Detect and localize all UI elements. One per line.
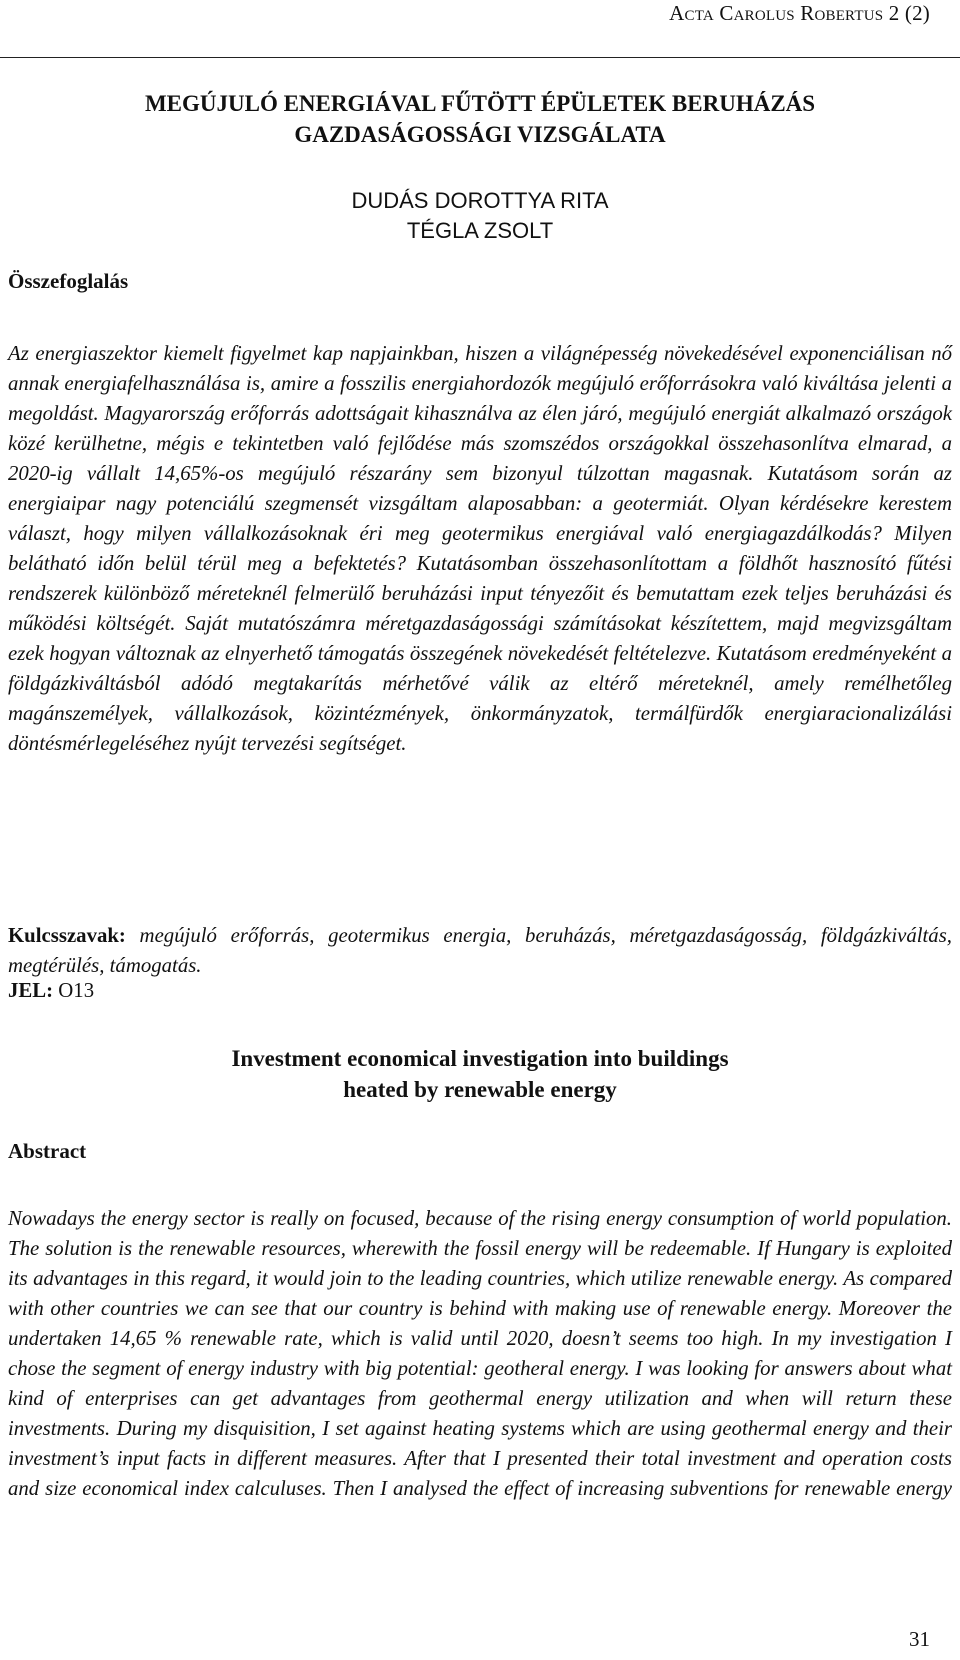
page-number: 31 [909, 1627, 930, 1651]
keywords [8, 921, 952, 981]
paper-title-english [60, 1043, 900, 1105]
paper-title-hungarian [60, 88, 900, 150]
jel-classification [8, 976, 94, 1006]
author-name: TÉGLA ZSOLT [406, 218, 554, 243]
title-en-line-2: heated by renewable energy [343, 1077, 617, 1102]
abstract-heading: Abstract [8, 1139, 87, 1163]
summary-text: Az energiaszektor kiemelt figyelmet kap napjainkban, hiszen a világnépesség növekedésével exponenciálisan nő annak energiafelhasználása is, amire a fosszilis energiahordozók megújuló erőforrásokra való kiváltása jelenti a megoldást. Magyarország erőforrás adottságait kihasználva az élen járó, megújuló energiát alkalmazó országok közé kerülhetne, mégis e tekintetben való fejlődése más szomszédos országokkal összehasonlítva elmarad, a 2020-ig vállalt 14,65%-os megújuló részarány sem bizonyul túlzottan magasnak. Kutatásom során az energiaipar nagy potenciálú szegmensét vizsgáltam alaposabban: a geotermiát. Olyan kérdésekre kerestem választ, hogy milyen vállalkozásoknak éri meg geotermikus energiával való energiagazdálkodás? Milyen belátható időn belül térül meg a befektetés? Kutatásomban összehasonlítottam a földhőt hasznosító fűtési rendszerek különböző méreteknél felmerülő beruházási input tényezőit és bemutattam ezek teljes beruházási és működési költségét. Saját mutatószámra méretgazdaságossági számításokat készítettem, majd megvizsgáltam ezek hogyan változnak az elnyerhető támogatás összegének növekedését feltételezve. Kutatásom eredményeként a földgázkiváltásból adódó megtakarítás mérhetővé válik az eltérő méreteknél, amely remélhetőleg magánszemélyek, vállalkozások, közintézmények, önkormányzatok, termálfürdők energiaracionalizálási döntésmérlegeléséhez nyújt tervezési segítséget. [8, 342, 952, 755]
jel-code: O13 [58, 979, 95, 1002]
running-head: Acta Carolus Robertus 2 (2) [669, 1, 930, 25]
abstract-text: Nowadays the energy sector is really on focused, because of the rising energy consumption of world population. The solution is the renewable resources, wherewith the fossil energy will be redeemable. If Hungary is exploited its advantages in this regard, it would join to the leading countries, which utilize renewable energy. As compared with other countries we can see that our country is behind with making use of renewable energy. Moreover the undertaken 14,65 % renewable rate, which is valid until 2020, doesn’t seems too high. In my investigation I chose the segment of energy industry with big potential: geotheral energy. I was looking for answers about what kind of enterprises can get advantages from geothermal energy utilization and when will return these investments. During my disquisition, I set against heating systems which are using geothermal energy and their investment’s input facts in different measures. After that I presented their total investment and operation costs and size economical index calculuses. Then I analysed the effect of increasing subventions for renewable energy [8, 1207, 952, 1500]
title-hu-line-1: MEGÚJULÓ ENERGIÁVAL FŰTÖTT ÉPÜLETEK BERUHÁZÁS [144, 91, 816, 116]
title-en-line-1: Investment economical investigation into buildings [231, 1046, 729, 1071]
jel-label: JEL: [8, 979, 54, 1002]
author-list [60, 186, 900, 246]
keywords-label: Kulcsszavak: [8, 924, 126, 947]
author-name: DUDÁS DOROTTYA RITA [351, 188, 609, 213]
header-rule [0, 57, 960, 58]
summary-heading: Összefoglalás [8, 269, 129, 293]
keywords-list: megújuló erőforrás, geotermikus energia, beruházás, méretgazdaságosság, földgázkiváltás, megtérülés, támogatás. [8, 924, 952, 977]
title-hu-line-2: GAZDASÁGOSSÁGI VIZSGÁLATA [294, 122, 666, 147]
